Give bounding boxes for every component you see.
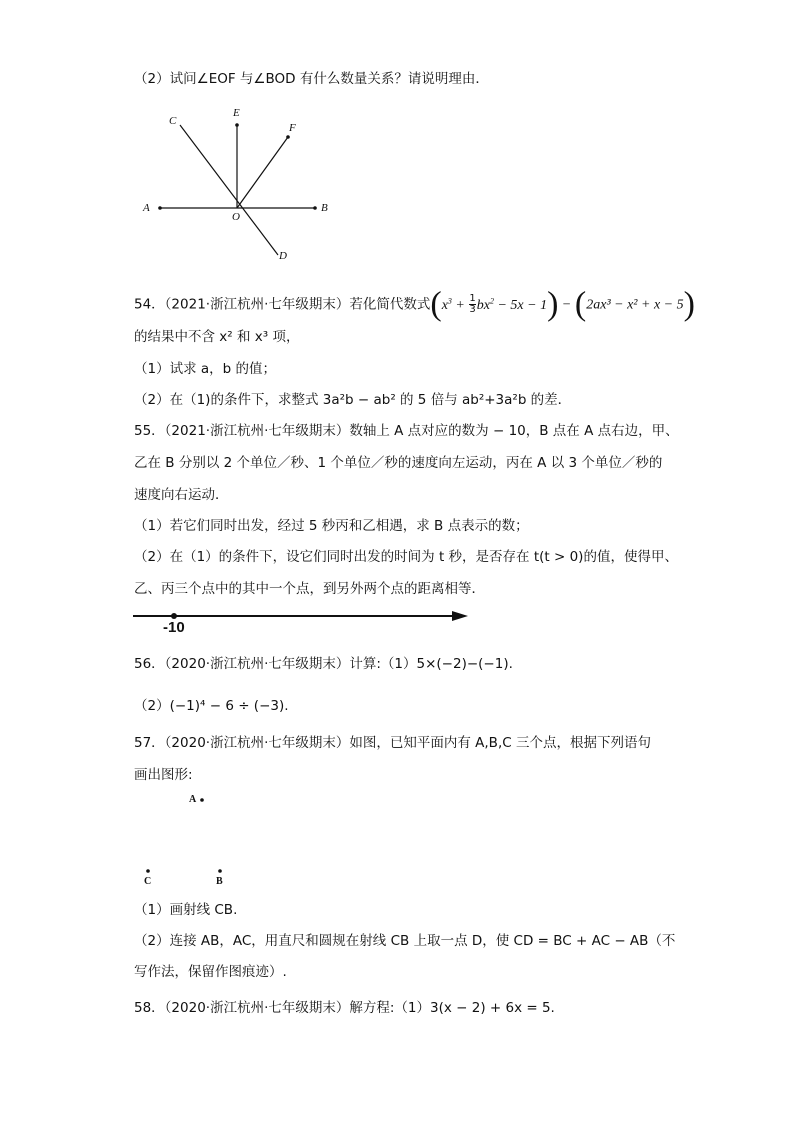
q57-part2a: （2）连接 AB，AC，用直尺和圆规在射线 CB 上取一点 D，使 CD = BC + AC − AB（不 xyxy=(134,933,676,949)
points-figure xyxy=(130,790,250,890)
label-O: O xyxy=(232,211,240,223)
q54-minus: − xyxy=(562,297,571,313)
q54-part2: （2）在（1)的条件下，求整式 3a²b − ab² 的 5 倍与 ab²+3a²b 的差． xyxy=(134,392,572,408)
q55-line3: 速度向右运动． xyxy=(134,487,229,503)
q54-part1: （1）试求 a，b 的值； xyxy=(134,361,277,377)
q54-expr1-b: bx xyxy=(476,297,490,313)
angle-figure xyxy=(130,105,350,275)
q54-expr2: 2ax³ − x² + x − 5 xyxy=(586,297,684,313)
label-C: C xyxy=(169,115,177,127)
q57-line1: 57．（2020·浙江杭州·七年级期末）如图，已知平面内有 A,B,C 三个点，根据下列语句 xyxy=(134,735,651,751)
q56-part1: 56．（2020·浙江杭州·七年级期末）计算:（1）5×(−2)−(−1). xyxy=(134,656,513,672)
q55-line1: 55．（2021·浙江杭州·七年级期末）数轴上 A 点对应的数为 − 10，B 点在 A 点右边，甲、 xyxy=(134,423,679,439)
q58-line1: 58．（2020·浙江杭州·七年级期末）解方程:（1）3(x − 2) + 6x = 5. xyxy=(134,1000,555,1016)
q57-part1: （1）画射线 CB. xyxy=(134,902,238,918)
label-B: B xyxy=(321,202,328,214)
number-line-label: -10 xyxy=(163,619,185,636)
point-label-A: A xyxy=(189,794,197,805)
q53-part2: （2）试问∠EOF 与∠BOD 有什么数量关系？请说明理由． xyxy=(134,71,489,87)
label-F: F xyxy=(289,122,296,134)
point-label-B: B xyxy=(216,876,223,887)
q54-frac-den: 3 xyxy=(469,304,476,316)
q55-part2b: 乙、丙三个点中的其中一个点，到另外两个点的距离相等． xyxy=(134,581,485,597)
q55-part2a: （2）在（1）的条件下，设它们同时出发的时间为 t 秒，是否存在 t(t > 0)的值，使得甲、 xyxy=(134,549,678,565)
label-D: D xyxy=(279,250,287,262)
q54-prefix: 54．（2021·浙江杭州·七年级期末）若化简代数式 xyxy=(134,296,431,313)
label-E: E xyxy=(233,107,240,119)
q54-line2: 的结果中不含 x² 和 x³ 项， xyxy=(134,329,300,345)
q56-part2: （2）(−1)⁴ − 6 ÷ (−3). xyxy=(134,698,289,714)
label-A: A xyxy=(143,202,150,214)
q54-expr1-c: − 5x − 1 xyxy=(497,297,548,313)
q57-line2: 画出图形: xyxy=(134,767,193,783)
q54-frac-num: 1 xyxy=(469,293,476,305)
point-label-C: C xyxy=(144,876,152,887)
q55-part1: （1）若它们同时出发，经过 5 秒丙和乙相遇，求 B 点表示的数； xyxy=(134,518,529,534)
q54-expr1-a: x xyxy=(441,297,448,313)
q54-line1: 54．（2021·浙江杭州·七年级期末）若化简代数式($x^3$ + $\frac{1}{3}$ $bx^2 - 5x - 1) - (2ax^3 - x^2 + x - 5)$ xyxy=(134,285,695,323)
q55-line2: 乙在 B 分别以 2 个单位／秒、1 个单位／秒的速度向左运动，丙在 A 以 3 个单位／秒的 xyxy=(134,455,663,471)
q57-part2b: 写作法，保留作图痕迹）. xyxy=(134,964,287,980)
